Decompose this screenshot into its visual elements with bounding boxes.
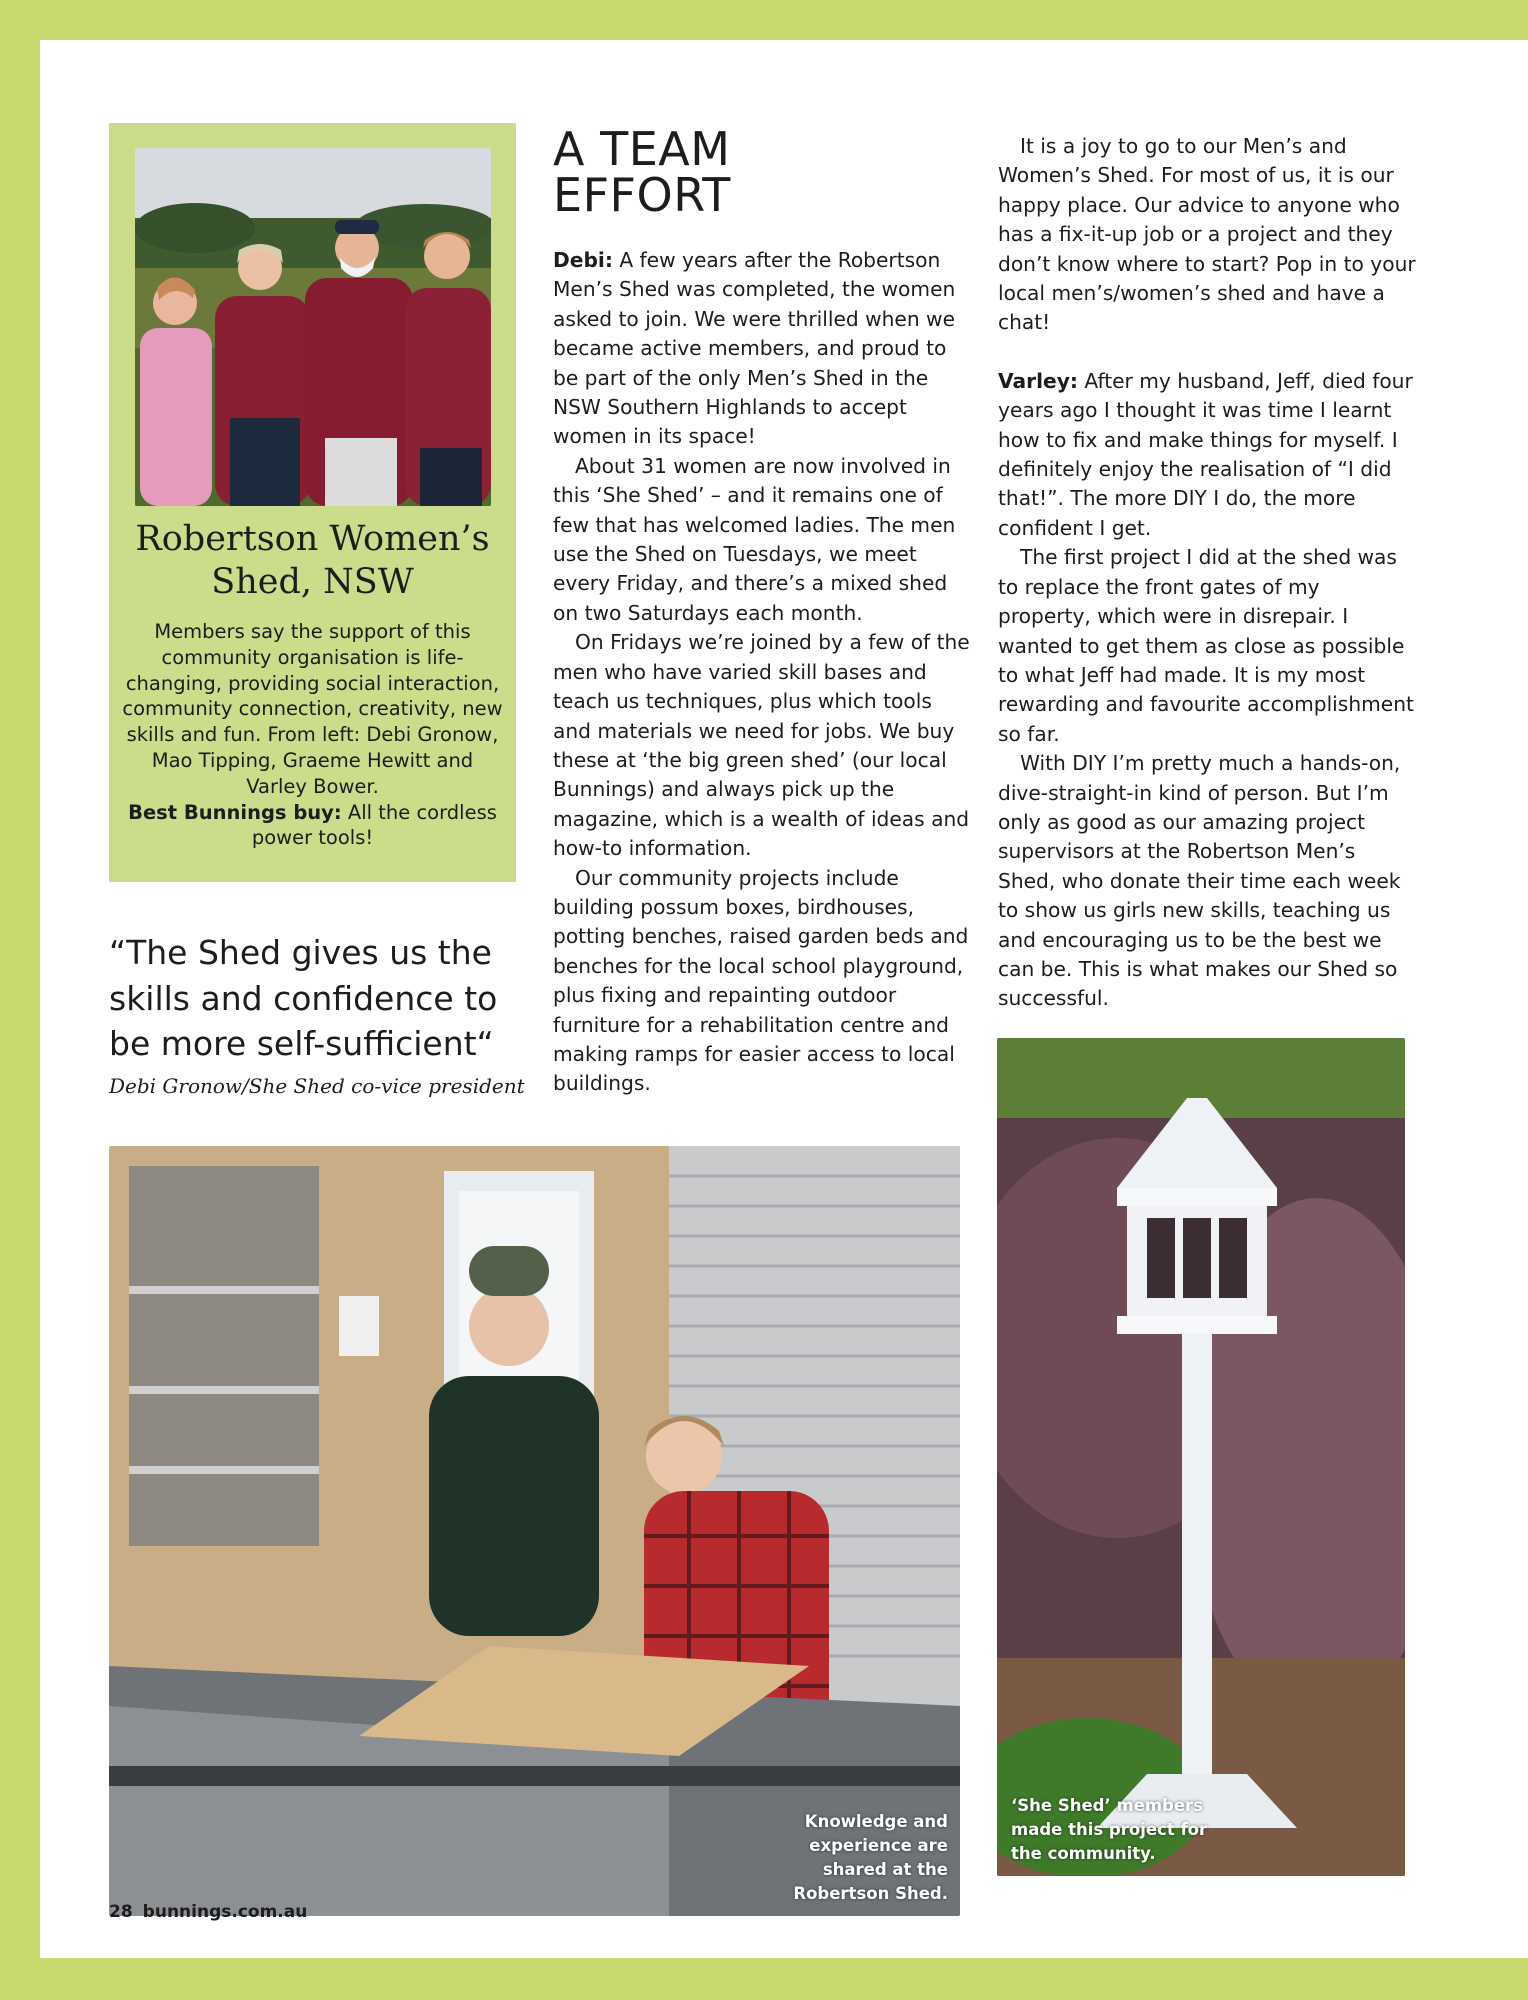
- paragraph-8: With DIY I’m pretty much a hands-on, dive-straight-in kind of person. But I’m only as good as our amazing project supervisors at the Robertson Men’s Shed, who donate their time each week to show us girls new skills, teaching us and encouraging us to be the best we can be. This is what makes our Shed so successful.: [998, 751, 1401, 1011]
- birdhouse-photo: [997, 1038, 1405, 1876]
- paragraph-5: It is a joy to go to our Men’s and Women’s Shed. For most of us, it is our happy place. Our advice to anyone who has a fix-it-up job or a project and they don’t know where to start? Pop in to your local men’s/women’s shed and have a chat!: [998, 134, 1416, 335]
- best-buy-label: Best Bunnings buy:: [128, 800, 342, 824]
- paragraph-3: On Fridays we’re joined by a few of the men who have varied skill bases and teach us techniques, plus which tools and materials we need for jobs. We buy these at ‘the big green shed’ (our local Bunnings) and always pick up the magazine, which is a wealth of ideas and how-to information.: [553, 630, 970, 861]
- birdhouse-caption: ‘She Shed’ members made this project for the community.: [1011, 1796, 1208, 1863]
- speaker-debi: Debi:: [553, 248, 613, 272]
- paragraph-1-text: A few years after the Robertson Men’s Shed was completed, the women asked to join. We were thrilled when we became active members, and proud to be part of the only Men’s Shed in the NSW Southern Highlands to accept women in its space!: [553, 248, 956, 449]
- group-photo: [135, 148, 491, 506]
- footer-site: bunnings.com.au: [142, 1902, 308, 1922]
- article-column-middle: [553, 246, 973, 1099]
- page-number: 28: [109, 1902, 133, 1922]
- page-footer: [109, 1902, 317, 1922]
- pull-quote: “The Shed gives us the skills and confidence to be more self-sufficient“: [109, 933, 498, 1063]
- best-buy-value: All the cordless power tools!: [251, 800, 497, 850]
- info-box-description: Members say the support of this community organisation is life-changing, providing social interaction, community connection, creativity, new skills and fun. From left: Debi Gronow, Mao Tipping, Graeme Hewitt and Varley Bower.: [122, 620, 503, 798]
- article-column-right: [998, 132, 1418, 1014]
- paragraph-2: About 31 women are now involved in this ‘She Shed’ – and it remains one of few that has welcomed ladies. The men use the Shed on Tuesdays, we meet every Friday, and there’s a mixed shed on two Saturdays each month.: [553, 453, 956, 625]
- heading-line-1: A TEAM: [553, 122, 731, 176]
- quote-attribution: Debi Gronow/She Shed co-vice president: [109, 1074, 525, 1098]
- workshop-photo: [109, 1146, 960, 1916]
- workshop-caption: Knowledge and experience are shared at the Robertson Shed.: [793, 1812, 948, 1903]
- paragraph-varley: [998, 367, 1418, 543]
- paragraph-7: The first project I did at the shed was to replace the front gates of my property, which were in disrepair. I wanted to get them as close as possible to what Jeff had made. It is my most rewarding and favourite accomplishment so far.: [998, 545, 1414, 746]
- info-box-text: [122, 619, 503, 851]
- article-heading: [553, 122, 973, 222]
- paragraph-debi: [553, 246, 973, 452]
- paragraph-4: Our community projects include building possum boxes, birdhouses, potting benches, raised garden beds and benches for the local school playground, plus fixing and repainting outdoor furniture for a rehabilitation centre and making ramps for easier access to local buildings.: [553, 865, 969, 1096]
- heading-line-2: EFFORT: [553, 168, 731, 222]
- paragraph-6-text: After my husband, Jeff, died four years ago I thought it was time I learnt how to fix and make things for myself. I definitely enjoy the realisation of “I did that!”. The more DIY I do, the more confident I get.: [998, 368, 1413, 540]
- speaker-varley: Varley:: [998, 368, 1078, 393]
- info-box-title: Robertson Women’s Shed, NSW: [135, 519, 490, 602]
- magazine-page: [40, 40, 1528, 1958]
